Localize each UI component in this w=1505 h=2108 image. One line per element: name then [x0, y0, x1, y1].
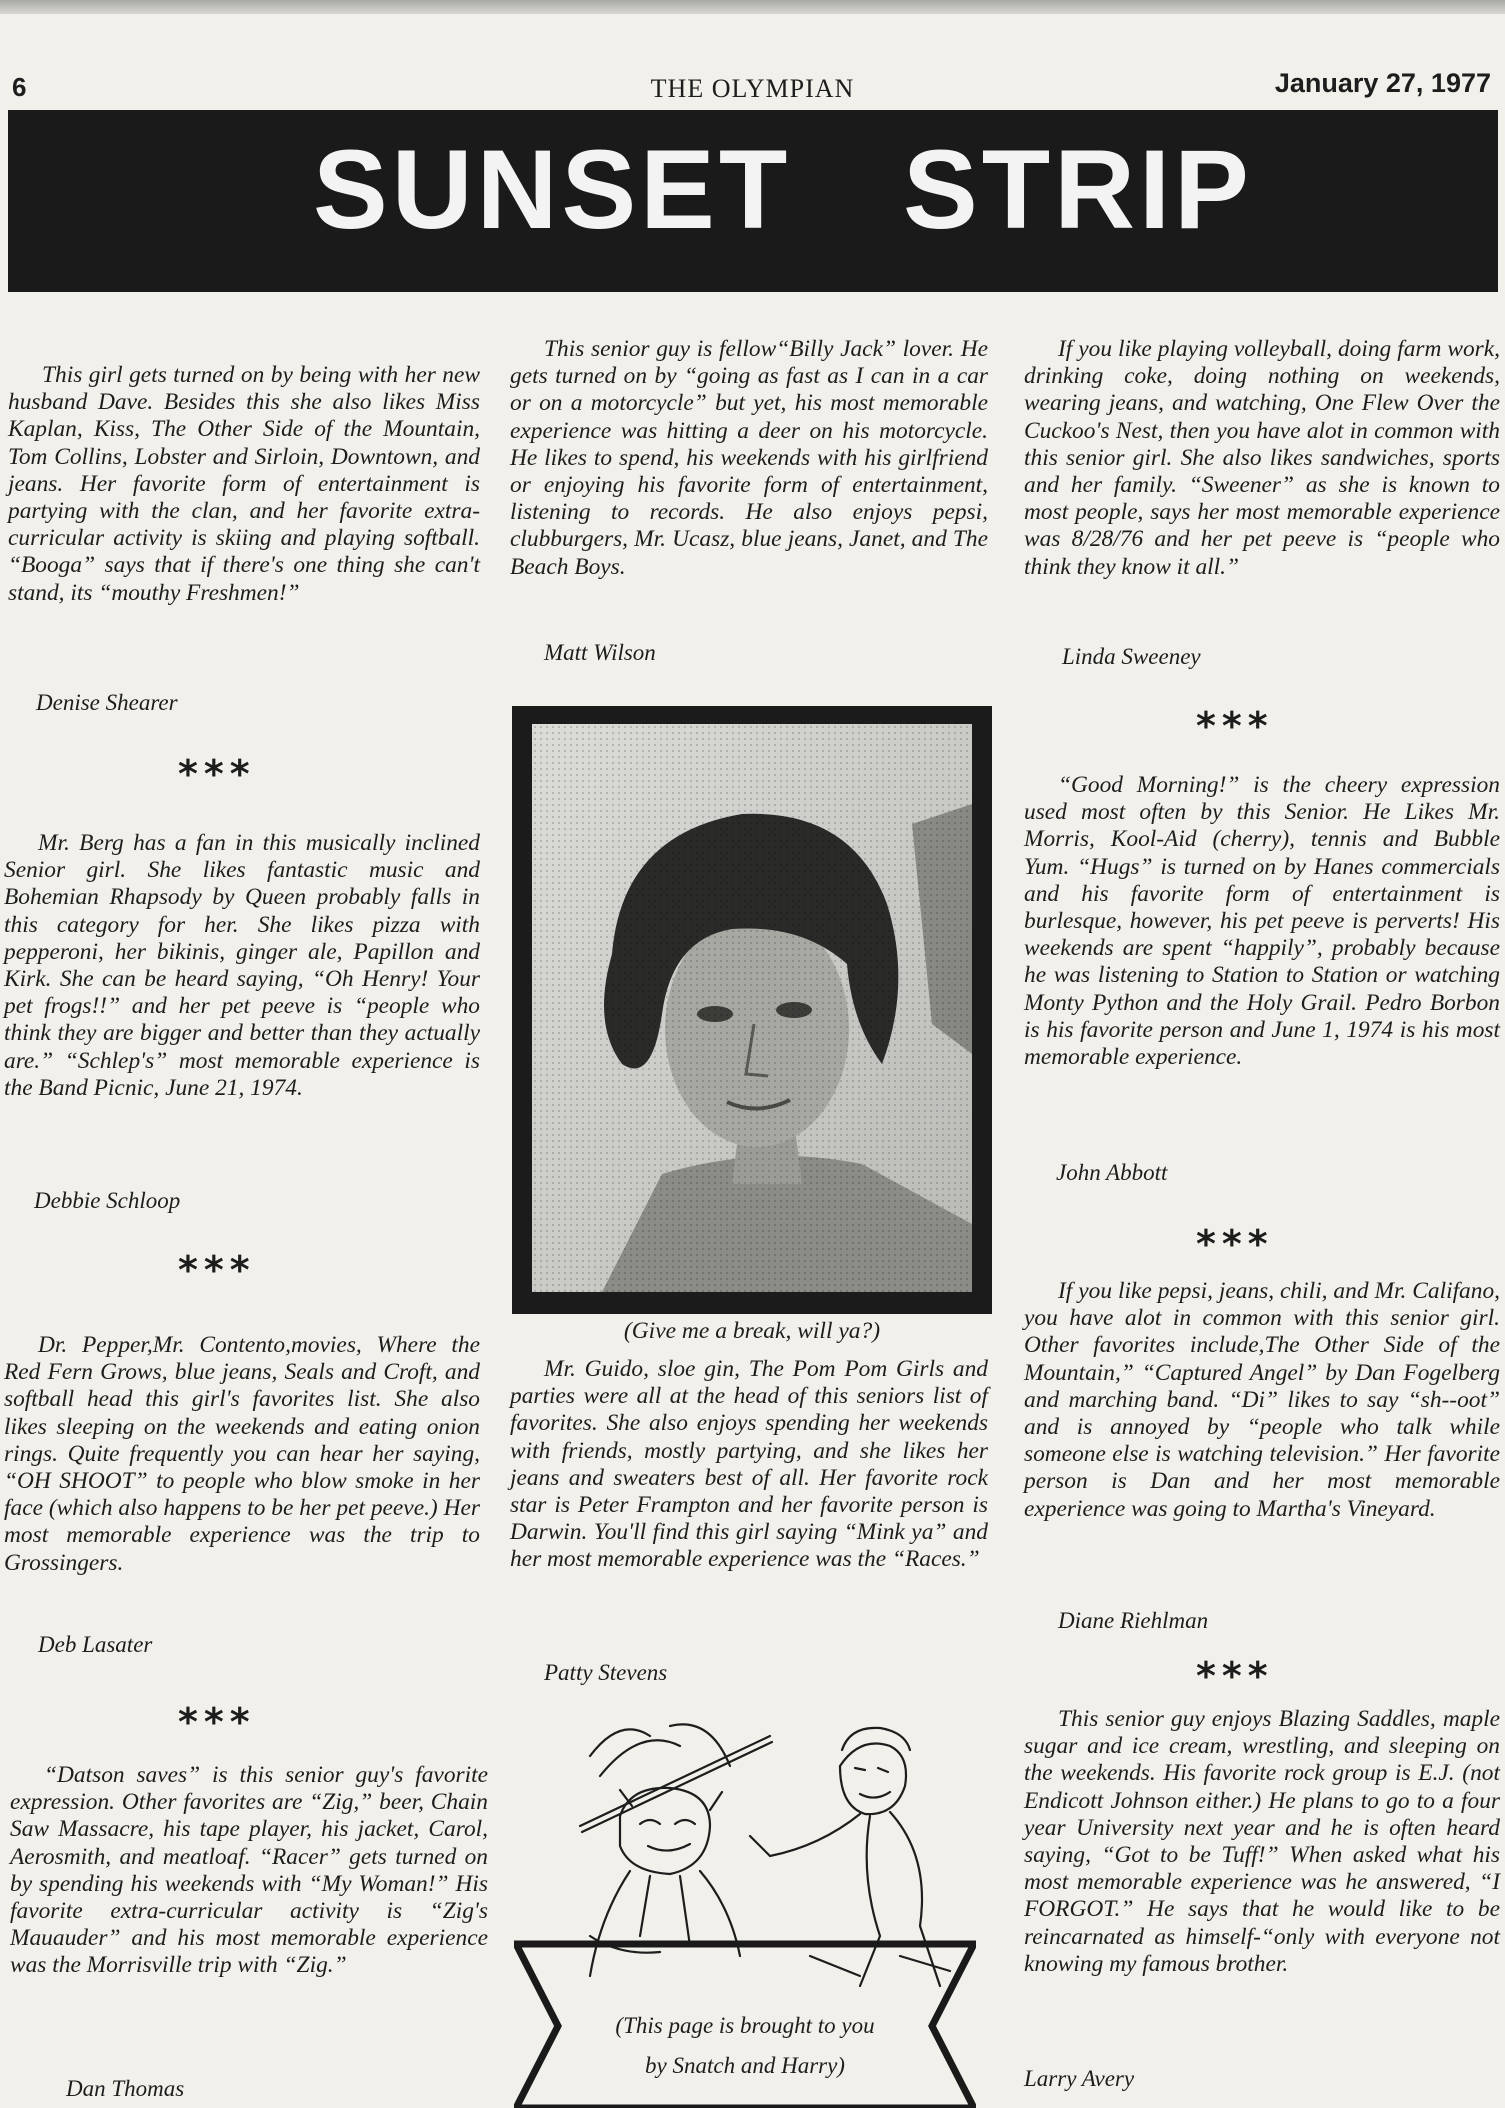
- article-diane: [1024, 1278, 1500, 1523]
- issue-date: January 27, 1977: [1274, 68, 1491, 98]
- byline: Linda Sweeney: [1062, 644, 1201, 669]
- page-number: 6: [12, 72, 27, 102]
- byline: Dan Thomas: [66, 2076, 185, 2101]
- article-text: Dr. Pepper,Mr. Contento,movies, Where the Red Fern Grows, blue jeans, Seals and Croft, and softball head this girl's favorites list. She also likes sleeping on the weekends and eating onion rings. Quite frequently you can hear her saying, “OH SHOOT” to people who blow smoke in her face (which also happens to be her pet peeve.) Her most memorable experience was the trip to Grossingers.: [4, 1332, 480, 1576]
- article-text: “Datson saves” is this senior guy's favorite expression. Other favorites are “Zig,” beer, Chain Saw Massacre, his tape player, his jacket, Carol, Aerosmith, and meatloaf. “Racer” gets turned on by spending his weekends with “My Woman!” His favorite extra-curricular activity is “Zig's Mauauder” and his most memorable experience was the Morrisville trip with “Zig.”: [10, 1762, 488, 1979]
- separator-stars: ***: [1196, 1222, 1274, 1266]
- article-text: This senior guy is fellow“Billy Jack” lover. He gets turned on by “going as fast as I can in a car or on a motorcycle” but yet, his most memorable experience was hitting a deer on his motorcycle. He likes to spend, his weekends with his girlfriend or enjoying his favorite form of entertainment, listening to records. He also enjoys pepsi, clubburgers, Mr. Ucasz, blue jeans, Janet, and The Beach Boys.: [510, 336, 988, 580]
- article-text: If you like playing volleyball, doing farm work, drinking coke, doing nothing on weekends, wearing jeans, and watching, One Flew Over the Cuckoo's Nest, then you have alot in common with this senior girl. She also likes sandwiches, sports and her family. “Sweener” as she is known to most people, says her most memorable experience was 8/28/76 and her pet peeve is “people who think they know it all.”: [1024, 336, 1500, 580]
- article-matt: [510, 336, 988, 581]
- article-denise: [8, 362, 480, 607]
- byline: Debbie Schloop: [34, 1188, 181, 1213]
- article-larry: [1024, 1706, 1500, 1978]
- separator-stars: ***: [1196, 1654, 1274, 1698]
- byline: Denise Shearer: [36, 690, 178, 715]
- article-deb: [4, 1332, 480, 1577]
- byline: Larry Avery: [1024, 2066, 1135, 2091]
- article-patty: [510, 1356, 988, 1574]
- article-debbie: [4, 830, 480, 1102]
- byline: Deb Lasater: [38, 1632, 153, 1657]
- separator-stars: ***: [1196, 704, 1274, 748]
- portrait-photo: [512, 706, 992, 1314]
- separator-stars: ***: [178, 1700, 256, 1744]
- separator-stars: ***: [178, 752, 256, 796]
- article-dan: [10, 1762, 488, 1980]
- scan-edge: [0, 0, 1505, 14]
- photo-caption: (Give me a break, will ya?): [623, 1318, 881, 1344]
- article-john: [1024, 772, 1500, 1071]
- byline: Patty Stevens: [544, 1660, 668, 1685]
- byline: Matt Wilson: [544, 640, 656, 665]
- article-text: This senior guy enjoys Blazing Saddles, maple sugar and ice cream, wrestling, and sleeping on the weekends. His favorite rock group is E.J. (not Endicott Johnson either.) He plans to go to a four year University next year and he is often heard saying, “Got to be Tuff!” When asked what his most memorable experience was he answered, “I FORGOT.” He says that he would like to be reincarnated as himself-“only with everyone not knowing my famous brother.: [1024, 1706, 1500, 1977]
- byline: Diane Riehlman: [1058, 1608, 1209, 1633]
- ribbon-line-1: (This page is brought to you: [615, 2013, 875, 2038]
- article-text: If you like pepsi, jeans, chili, and Mr. Califano, you have alot in common with this senior girl. Other favorites include,The Other Side of the Mountain,” “Captured Angel” by Dan Fogelberg and marching band. “Di” likes to say “sh--oot” and is annoyed by “people who talk while someone else is watching television.” Her favorite person is Dan and her most memorable experience was going to Martha's Vineyard.: [1024, 1278, 1500, 1522]
- article-text: “Good Morning!” is the cheery expression used most often by this Senior. He Likes Mr. Morris, Kool-Aid (cherry), tennis and Bubble Yum. “Hugs” is turned on by Hanes commercials and his favorite form of entertainment is burlesque, however, his pet peeve is perverts! His weekends are spent “happily”, probably because he was listening to Station to Station or watching Monty Python and the Holy Grail. Pedro Borbon is his favorite person and June 1, 1974 is his most memorable experience.: [1024, 772, 1500, 1071]
- ribbon-credit: [560, 2006, 930, 2086]
- ribbon-line-2: by Snatch and Harry): [645, 2053, 845, 2078]
- article-text: Mr. Guido, sloe gin, The Pom Pom Girls and parties were all at the head of this seniors list of favorites. She also enjoys spending her weekends with friends, mostly partying, and she likes her jeans and sweaters best of all. Her favorite rock star is Peter Frampton and her favorite person is Darwin. You'll find this girl saying “Mink ya” and her most memorable experience was the “Races.”: [510, 1356, 988, 1573]
- article-text: Mr. Berg has a fan in this musically inclined Senior girl. She likes fantastic music and Bohemian Rhapsody by Queen probably falls in this category for her. She likes pizza with pepperoni, her bikinis, ginger ale, Papillon and Kirk. She can be heard saying, “Oh Henry! Your pet frogs!!” and her pet peeve is “people who think they are bigger and better than they actually are.” “Schlep's” most memorable experience is the Band Picnic, June 21, 1974.: [4, 830, 480, 1101]
- article-linda: [1024, 336, 1500, 581]
- section-banner: [8, 110, 1498, 292]
- article-text: This girl gets turned on by being with her new husband Dave. Besides this she also likes Miss Kaplan, Kiss, The Other Side of the Mountain, Tom Collins, Lobster and Sirloin, Downtown, and jeans. Her favorite form of entertainment is partying with the clan, and her favorite extra-curricular activity is skiing and playing softball. “Booga” says that if there's one thing she can't stand, its “mouthy Freshmen!”: [8, 362, 480, 606]
- portrait-image: [532, 724, 972, 1292]
- banner-word-strip: STRIP: [903, 127, 1253, 252]
- separator-stars: ***: [178, 1248, 256, 1292]
- banner-word-sunset: SUNSET: [313, 127, 792, 252]
- byline: John Abbott: [1056, 1160, 1168, 1185]
- newspaper-name: THE OLYMPIAN: [650, 74, 855, 103]
